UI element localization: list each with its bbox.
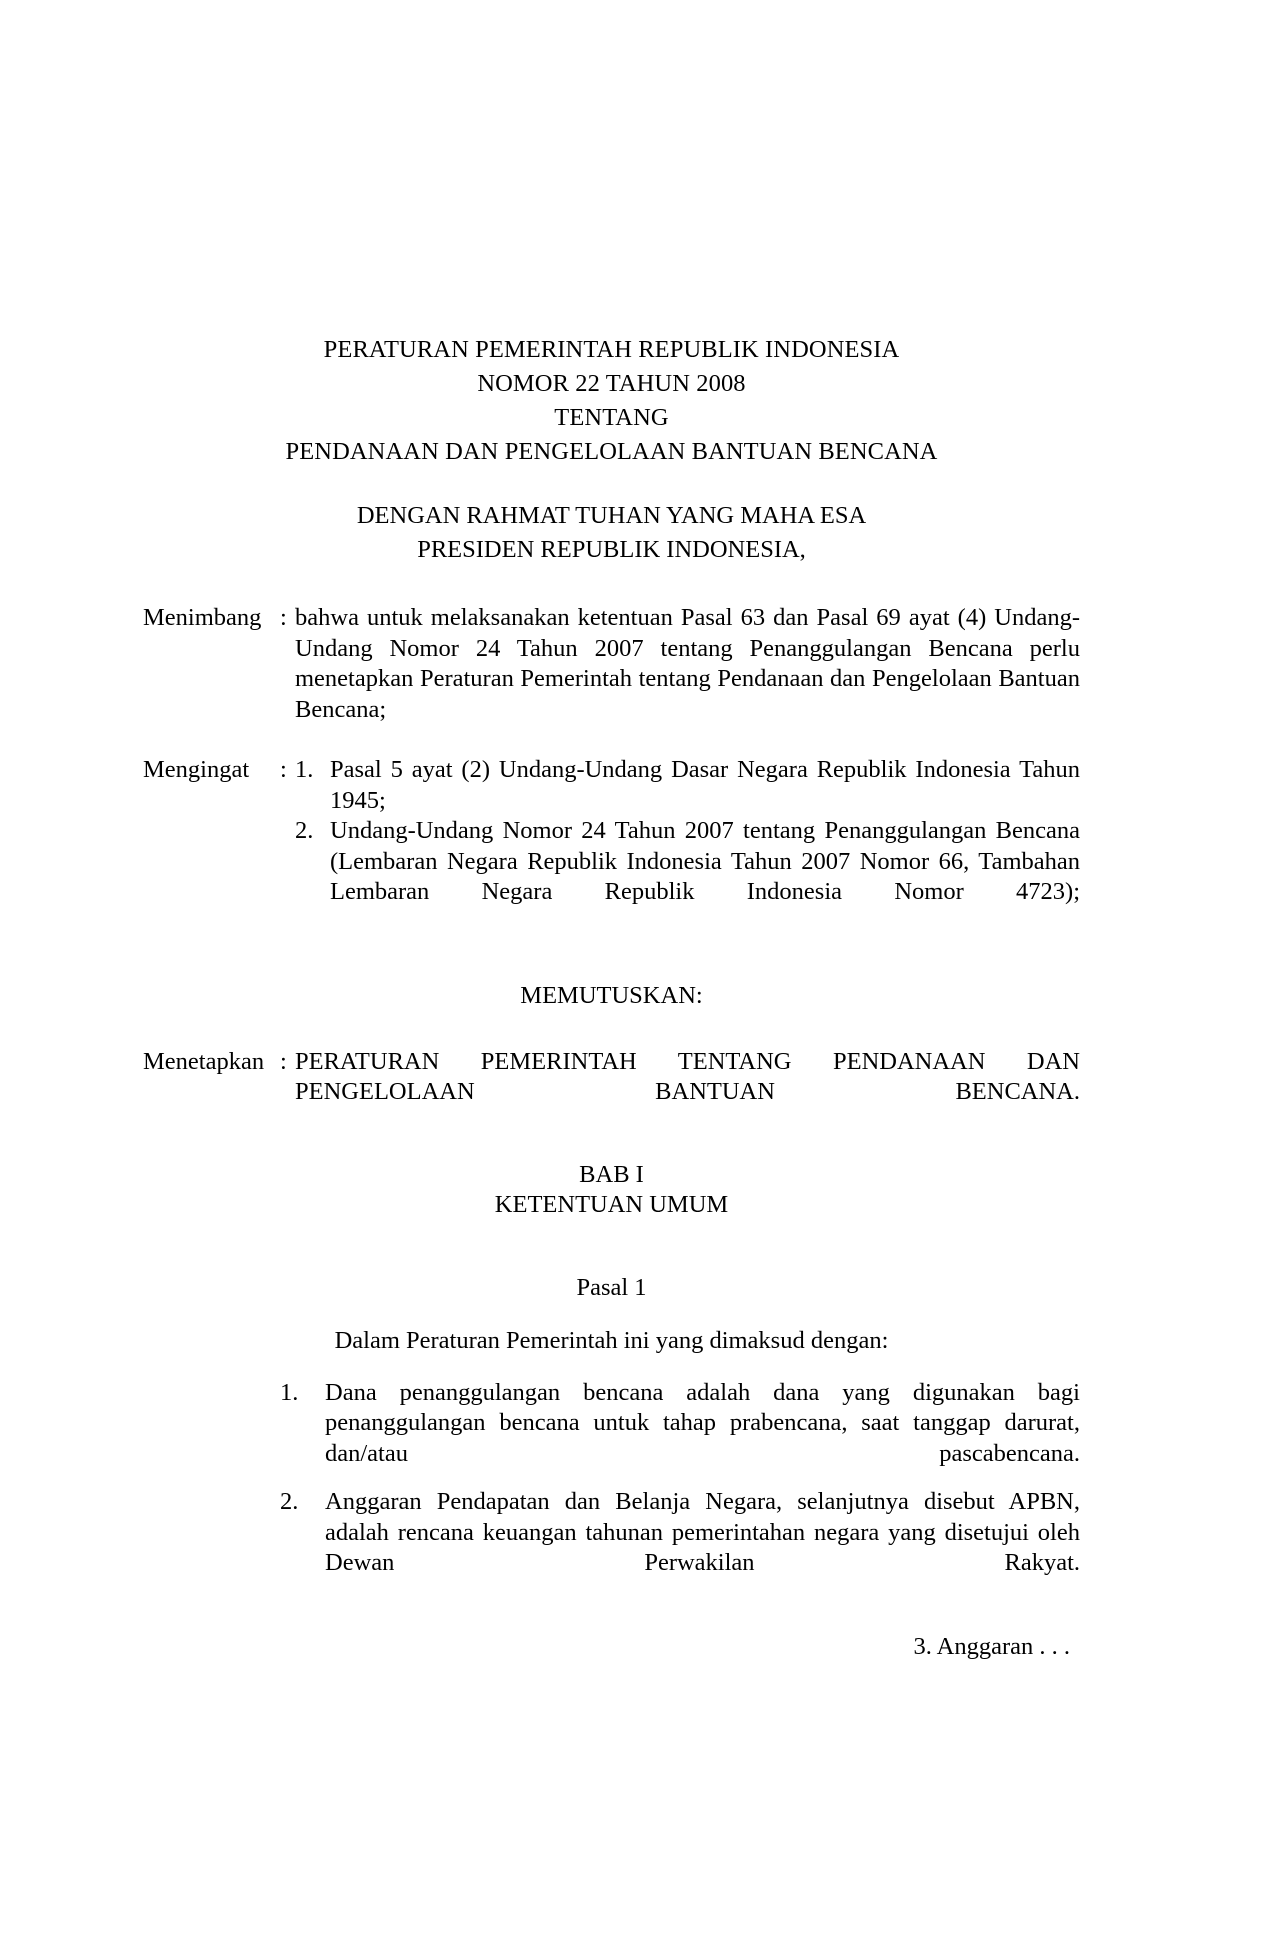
page-content	[143, 0, 1080, 1662]
recalling-item-text: Undang-Undang Nomor 24 Tahun 2007 tentang Penanggulangan Bencana (Lembaran Negara Republik Indonesia Tahun 2007 Nomor 66, Tambahan Lembaran Negara Republik Indonesia Nomor 4723);	[330, 817, 1080, 905]
recalling-item	[295, 755, 1080, 816]
spacer	[143, 567, 1080, 603]
enacting-colon: :	[280, 1047, 287, 1075]
considering-row	[143, 603, 1080, 725]
article-lead-in: Dalam Peraturan Pemerintah ini yang dimaksud dengan:	[334, 1326, 889, 1354]
catchword: 3. Anggaran . . .	[913, 1632, 1070, 1660]
recalling-list	[295, 755, 1080, 908]
issuer-line: PRESIDEN REPUBLIK INDONESIA,	[417, 536, 806, 563]
enacting-label: Menetapkan	[143, 1047, 265, 1075]
chapter-number: BAB I	[579, 1160, 644, 1188]
recalling-item-number: 2.	[295, 817, 314, 844]
spacer	[143, 469, 1080, 499]
title-line-3: TENTANG	[554, 404, 669, 431]
document-title-block	[143, 333, 1080, 469]
spacer	[143, 1011, 1080, 1047]
recalling-label: Mengingat	[143, 756, 250, 783]
spacer	[143, 1303, 1080, 1325]
recalling-item-text-wrap	[330, 755, 1080, 816]
definition-item-number: 2.	[280, 1488, 299, 1515]
spacer	[143, 1220, 1080, 1272]
title-line-4: PENDANAAN DAN PENGELOLAAN BANTUAN BENCANA	[285, 438, 938, 465]
title-line-1: PERATURAN PEMERINTAH REPUBLIK INDONESIA	[323, 336, 900, 363]
considering-text: bahwa untuk melaksanakan ketentuan Pasal 63 dan Pasal 69 ayat (4) Undang-Undang Nomor 24 Tahun 2007 tentang Penanggulangan Bencana perlu menetapkan Peraturan Pemerintah tentang Pendanaan dan Pengelolaan Bantuan Bencana;	[295, 604, 1080, 723]
enacting-text: PERATURAN PEMERINTAH TENTANG PENDANAAN DAN PENGELOLAAN BANTUAN BENCANA.	[295, 1047, 1080, 1105]
definition-item-text: Dana penanggulangan bencana adalah dana yang digunakan bagi penanggulangan bencana untuk tahap prabencana, saat tanggap darurat, dan/atau pascabencana.	[325, 1378, 1080, 1467]
recalling-item	[295, 816, 1080, 908]
definitions-list	[280, 1378, 1080, 1579]
recalling-row	[143, 755, 1080, 908]
definition-item-text-wrap	[325, 1378, 1080, 1470]
definition-item-text-wrap	[325, 1487, 1080, 1579]
spacer	[143, 908, 1080, 980]
decision-heading: MEMUTUSKAN:	[520, 981, 703, 1009]
recalling-colon: :	[280, 756, 287, 783]
definition-item-number: 1.	[280, 1378, 299, 1406]
recalling-item-number: 1.	[295, 756, 314, 783]
recalling-item-text: Pasal 5 ayat (2) Undang-Undang Dasar Negara Republik Indonesia Tahun 1945;	[330, 756, 1080, 814]
spacer	[143, 725, 1080, 755]
considering-colon: :	[280, 604, 287, 631]
considering-body	[295, 603, 1080, 725]
title-line-2: NOMOR 22 TAHUN 2008	[477, 370, 746, 397]
chapter-title: KETENTUAN UMUM	[494, 1190, 729, 1218]
spacer	[143, 1108, 1080, 1160]
spacer	[280, 1469, 1080, 1487]
spacer	[143, 1356, 1080, 1378]
definition-item	[280, 1487, 1080, 1579]
invocation-line: DENGAN RAHMAT TUHAN YANG MAHA ESA	[356, 502, 867, 529]
considering-label: Menimbang	[143, 604, 262, 631]
spacer	[143, 1579, 1080, 1631]
enacting-row	[143, 1047, 1080, 1108]
definition-item-text: Anggaran Pendapatan dan Belanja Negara, selanjutnya disebut APBN, adalah rencana keuangan tahunan pemerintahan negara yang disetujui oleh Dewan Perwakilan Rakyat.	[325, 1488, 1080, 1576]
recalling-item-text-wrap	[330, 816, 1080, 908]
article-heading: Pasal 1	[576, 1273, 647, 1301]
definition-item	[280, 1378, 1080, 1470]
enacting-body	[295, 1047, 1080, 1108]
